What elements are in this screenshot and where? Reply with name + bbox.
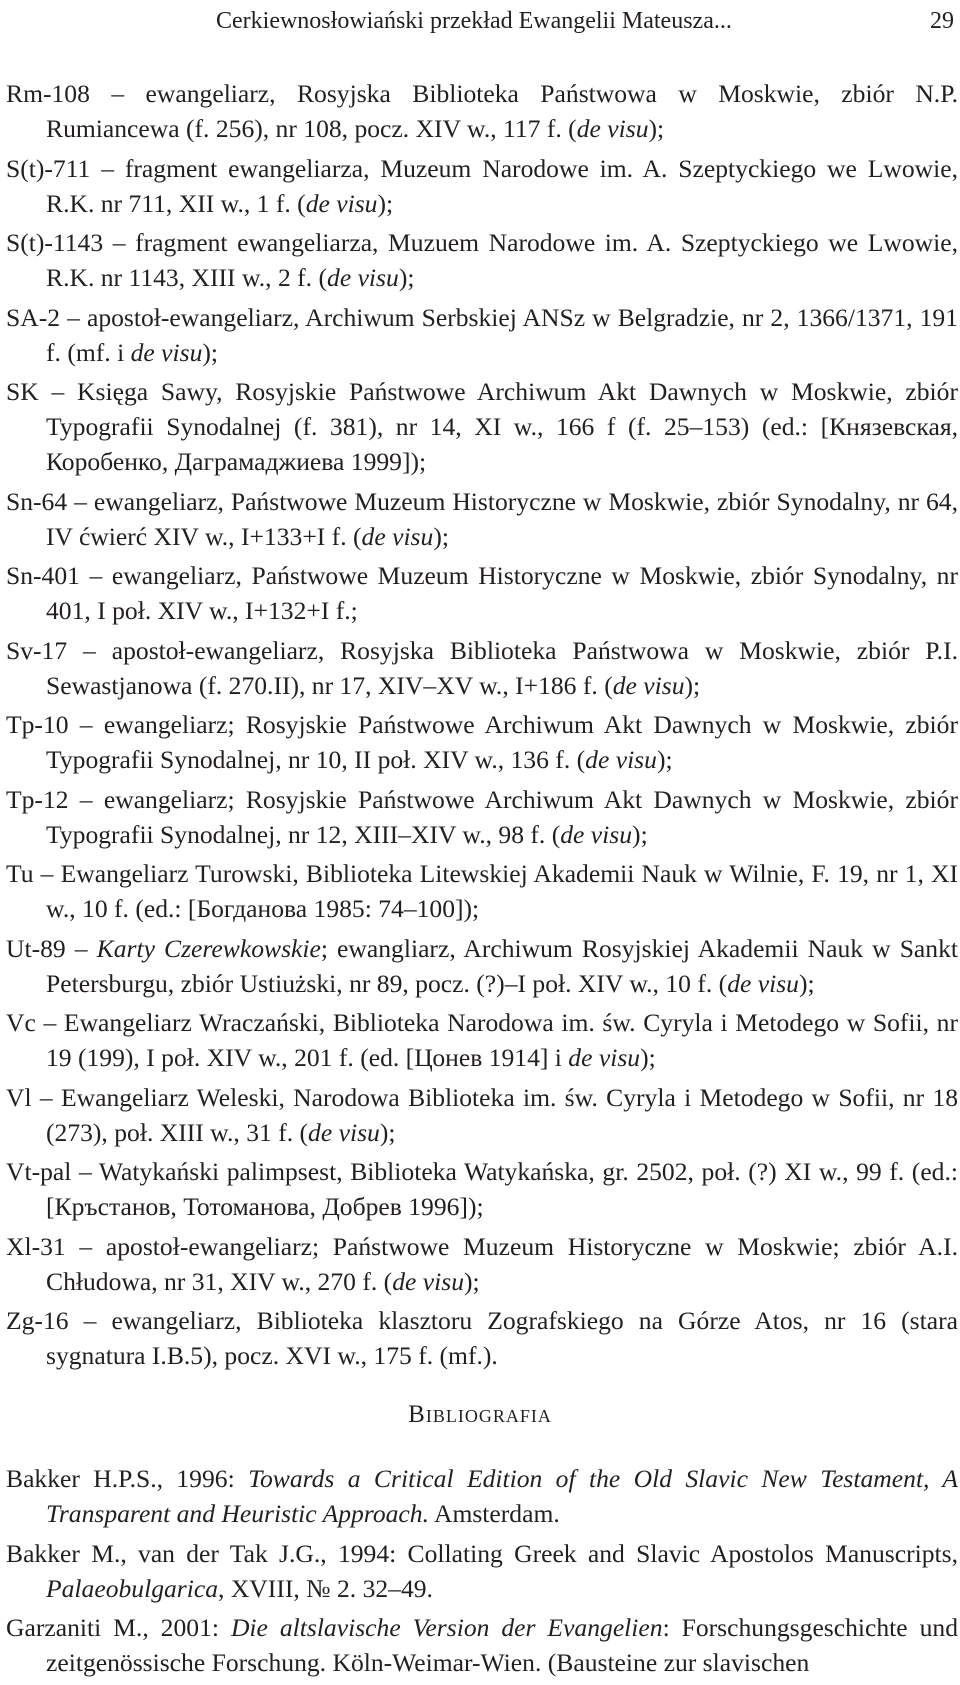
entry-text: Amsterdam. [428,1499,560,1528]
bibliography-entry [6,1461,958,1531]
italic-text: de visu [585,745,657,774]
entry-text: ); [684,670,701,700]
italic-text: Die altslavische Version der Evangelien [230,1613,663,1642]
italic-text: Karty Czerewkowskie [96,933,321,963]
siglum-entry [6,856,958,926]
italic-text: de visu [727,968,799,998]
siglum-entry [6,1229,958,1299]
entry-text: ); [798,968,815,998]
page-number: 29 [930,8,954,34]
entry-text: S(t)-1143 – fragment ewangeliarza, Muzuem Narodowe im. A. Szeptyckiego we Lwowie, R.K. nr 1143, XIII w., 2 f. ( [6,228,958,292]
bibliography-entry [6,1536,958,1606]
entry-text: SK – Księga Sawy, Rosyjskie Państwowe Archiwum Akt Dawnych w Moskwie, zbiór Typografii Synodalnej (f. 381), nr 14, XI w., 166 f (f. 25–153) (ed.: [Князевская, Коробенко, Даграмаджиева 1999]); [6,377,958,476]
sigla-list [6,76,958,1378]
italic-text: de visu [568,1043,641,1072]
entry-text: ); [433,521,449,551]
entry-text: ); [648,114,665,143]
entry-text: Sn-401 – ewangeliarz, Państwowe Muzeum Historyczne w Moskwie, zbiór Synodalny, nr 401, I poł. XIV w., I+132+I f.; [6,561,958,625]
entry-text: Sn-64 – ewangeliarz, Państwowe Muzeum Historyczne w Moskwie, zbiór Synodalny, nr 64, IV ćwierć XIV w., I+133+I f. ( [6,486,958,551]
entry-text: Rm-108 – ewangeliarz, Rosyjska Biblioteka Państwowa w Moskwie, zbiór N.P. Rumiancewa (f. 256), nr 108, pocz. XIV w., 117 f. ( [6,79,958,143]
siglum-entry [6,151,958,221]
siglum-entry [6,1154,958,1224]
italic-text: de visu [308,1117,380,1147]
siglum-entry [6,707,958,777]
entry-text: Sv-17 – apostoł-ewangeliarz, Rosyjska Biblioteka Państwowa w Moskwie, zbiór P.I. Sewastjanowa (f. 270.II), nr 17, XIV–XV w., I+186 f. ( [6,635,958,700]
entry-text: Bakker M., van der Tak J.G., 1994: Collating Greek and Slavic Apostolos Manuscripts, [6,1538,958,1568]
italic-text: Palaeobulgarica [46,1573,219,1603]
entry-text: Vc – Ewangeliarz Wraczański, Biblioteka Narodowa im. św. Cyryla i Metodego w Sofii, nr 19 (199), I poł. XIV w., 201 f. (ed. [Цонев 1914] i [6,1008,958,1072]
italic-text: de visu [560,819,633,849]
running-header [0,4,960,38]
entry-text: ); [202,337,219,367]
entry-text: : Forschungsgeschichte und zeitgenössische Forschung. Köln-Weimar-Wien. (Bausteine zur slavischen [46,1613,959,1677]
entry-text: ); [377,188,394,218]
siglum-entry [6,931,958,1001]
italic-text: de visu [130,337,203,367]
italic-text: de visu [305,188,378,218]
italic-text: Towards a Critical Edition of the Old Slavic New Testament, A Transparent and Heuristic Approach. [46,1464,958,1528]
siglum-entry [6,484,958,554]
entry-text: ); [656,745,673,774]
siglum-entry [6,1005,958,1075]
entry-text: ); [379,1117,396,1147]
italic-text: de visu [392,1266,464,1296]
siglum-entry [6,782,958,852]
italic-text: de visu [612,670,685,700]
entry-text: S(t)-711 – fragment ewangeliarza, Muzeum Narodowe im. A. Szeptyckiego we Lwowie, R.K. nr 711, XII w., 1 f. ( [6,153,958,218]
entry-text: SA-2 – apostoł-ewangeliarz, Archiwum Serbskiej ANSz w Belgradzie, nr 2, 1366/1371, 191 f. (mf. i [6,302,958,367]
italic-text: de visu [327,263,399,292]
entry-text: Bakker H.P.S., 1996: [6,1464,249,1493]
entry-text: , XVIII, № 2. 32–49. [218,1573,433,1603]
entry-text: ); [464,1266,480,1296]
siglum-entry [6,1303,958,1373]
entry-text: ; ewangliarz, Archiwum Rosyjskiej Akademii Nauk w Sankt Petersburgu, zbiór Ustiużski, nr 89, pocz. (?)–I poł. XIV w., 10 f. ( [46,933,958,998]
siglum-entry [6,558,958,628]
siglum-entry [6,633,958,703]
entry-text: Tu – Ewangeliarz Turowski, Biblioteka Litewskiej Akademii Nauk w Wilnie, F. 19, nr 1, XI w., 10 f. (ed.: [Богданова 1985: 74–100]); [6,859,958,923]
bibliography-heading: Bibliografia [408,1401,552,1428]
entry-text: ); [398,263,415,292]
entry-text: ); [632,819,648,849]
entry-text: ); [640,1043,656,1072]
bibliography-entry [6,1610,958,1680]
siglum-entry [6,1080,958,1150]
entry-text: Zg-16 – ewangeliarz, Biblioteka klasztoru Zografskiego na Górze Atos, nr 16 (stara sygnatura I.B.5), pocz. XVI w., 175 f. (mf.). [6,1306,958,1370]
running-title: Cerkiewnosłowiański przekład Ewangelii Mateusza... [216,8,732,34]
siglum-entry [6,225,958,295]
entry-text: Xl-31 – apostoł-ewangeliarz; Państwowe Muzeum Historyczne w Moskwie; zbiór A.I. Chłudowa, nr 31, XIV w., 270 f. ( [6,1231,958,1296]
siglum-entry [6,76,958,146]
entry-text: Ut-89 – [6,933,97,963]
italic-text: de visu [361,521,434,551]
bibliography-list [6,1461,958,1685]
siglum-entry [6,300,958,370]
italic-text: de visu [576,114,649,143]
entry-text: Vt-pal – Watykański palimpsest, Biblioteka Watykańska, gr. 2502, poł. (?) XI w., 99 f. (ed.: [Кръстанов, Тотоманова, Добрев 1996]); [6,1157,958,1221]
entry-text: Vl – Ewangeliarz Weleski, Narodowa Biblioteka im. św. Cyryla i Metodego w Sofii, nr 18 (273), poł. XIII w., 31 f. ( [6,1082,958,1147]
siglum-entry [6,374,958,479]
entry-text: Garzaniti M., 2001: [6,1613,231,1642]
entry-text: Tp-10 – ewangeliarz; Rosyjskie Państwowe Archiwum Akt Dawnych w Moskwie, zbiór Typografii Synodalnej, nr 10, II poł. XIV w., 136 f. ( [6,710,958,774]
entry-text: Tp-12 – ewangeliarz; Rosyjskie Państwowe Archiwum Akt Dawnych w Moskwie, zbiór Typografii Synodalnej, nr 12, XIII–XIV w., 98 f. ( [6,784,958,849]
